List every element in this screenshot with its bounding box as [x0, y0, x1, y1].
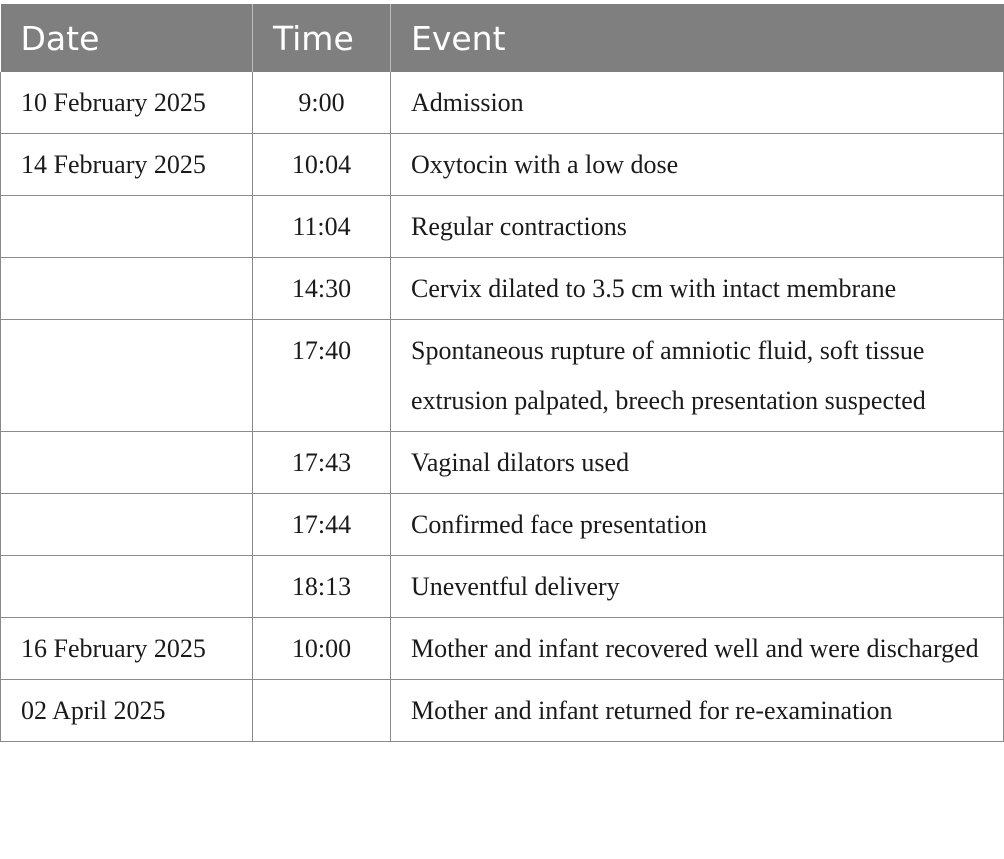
- event-cell: Regular contractions: [391, 196, 1004, 258]
- header-event: Event: [391, 4, 1004, 72]
- event-cell: Mother and infant returned for re-examination: [391, 680, 1004, 742]
- date-cell: 14 February 2025: [1, 134, 253, 196]
- table-row: [1, 72, 1004, 134]
- time-cell: 17:44: [253, 494, 391, 556]
- table-body: [1, 72, 1004, 742]
- table-row: [1, 134, 1004, 196]
- time-cell: 9:00: [253, 72, 391, 134]
- time-cell: 10:04: [253, 134, 391, 196]
- table-header: [1, 4, 1004, 72]
- header-time: Time: [253, 4, 391, 72]
- date-cell: [1, 258, 253, 320]
- table-row: [1, 258, 1004, 320]
- time-cell: 10:00: [253, 618, 391, 680]
- timeline-table: [0, 4, 1004, 742]
- table-row: [1, 680, 1004, 742]
- date-cell: 10 February 2025: [1, 72, 253, 134]
- table-row: [1, 556, 1004, 618]
- date-cell: [1, 494, 253, 556]
- time-cell: 11:04: [253, 196, 391, 258]
- event-cell: Confirmed face presentation: [391, 494, 1004, 556]
- event-cell: Admission: [391, 72, 1004, 134]
- table-row: [1, 618, 1004, 680]
- header-date: Date: [1, 4, 253, 72]
- date-cell: 16 February 2025: [1, 618, 253, 680]
- event-cell: Mother and infant recovered well and were discharged: [391, 618, 1004, 680]
- table-row: [1, 196, 1004, 258]
- event-cell: Oxytocin with a low dose: [391, 134, 1004, 196]
- event-cell: Spontaneous rupture of amniotic fluid, soft tissue extrusion palpated, breech presentation suspected: [391, 320, 1004, 432]
- header-row: [1, 4, 1004, 72]
- date-cell: [1, 320, 253, 432]
- time-cell: 14:30: [253, 258, 391, 320]
- time-cell: 18:13: [253, 556, 391, 618]
- event-cell: Cervix dilated to 3.5 cm with intact membrane: [391, 258, 1004, 320]
- date-cell: [1, 556, 253, 618]
- event-cell: Vaginal dilators used: [391, 432, 1004, 494]
- table-row: [1, 320, 1004, 432]
- date-cell: [1, 196, 253, 258]
- time-cell: 17:40: [253, 320, 391, 432]
- table-row: [1, 494, 1004, 556]
- time-cell: [253, 680, 391, 742]
- time-cell: 17:43: [253, 432, 391, 494]
- event-cell: Uneventful delivery: [391, 556, 1004, 618]
- date-cell: 02 April 2025: [1, 680, 253, 742]
- table-row: [1, 432, 1004, 494]
- date-cell: [1, 432, 253, 494]
